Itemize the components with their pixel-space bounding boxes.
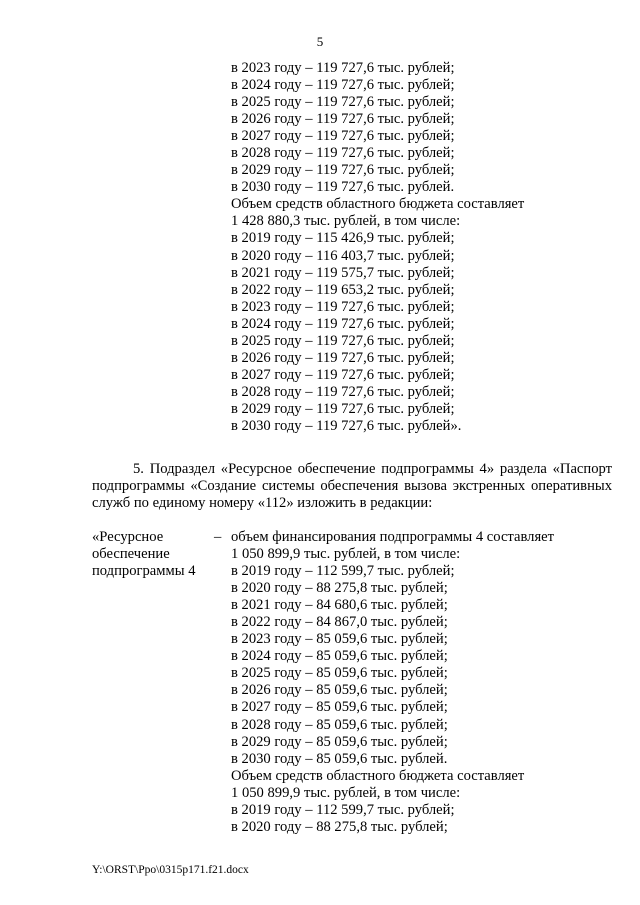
funding-line: в 2030 году – 119 727,6 тыс. рублей.: [231, 179, 455, 196]
funding-line: в 2020 году – 88 275,8 тыс. рублей;: [231, 580, 448, 597]
funding-line: в 2026 году – 85 059,6 тыс. рублей;: [231, 682, 448, 699]
label-line: «Ресурсное: [92, 529, 164, 545]
funding-line: в 2020 году – 116 403,7 тыс. рублей;: [231, 247, 455, 264]
funding-line: в 2028 году – 119 727,6 тыс. рублей;: [231, 383, 455, 400]
funding-line: Объем средств областного бюджета составляет: [231, 196, 525, 213]
funding-line: в 2021 году – 119 575,7 тыс. рублей;: [231, 264, 455, 281]
label-line: подпрограммы 4: [92, 563, 196, 579]
funding-line: в 2024 году – 85 059,6 тыс. рублей;: [231, 648, 448, 665]
funding-line: 1 050 899,9 тыс. рублей, в том числе:: [231, 546, 461, 563]
label-line: обеспечение: [92, 546, 170, 562]
funding-line: в 2026 году – 119 727,6 тыс. рублей;: [231, 349, 455, 366]
funding-line: в 2019 году – 112 599,7 тыс. рублей;: [231, 801, 455, 818]
funding-line: в 2023 году – 119 727,6 тыс. рублей;: [231, 298, 455, 315]
paragraph-5-text: 5. Подраздел «Ресурсное обеспечение подпрограммы 4» раздела «Паспорт подпрограммы «Создание системы обеспечения вызова экстренных оперативных служб по единому номеру «112» изложить в редакции:: [92, 461, 612, 512]
funding-line: в 2030 году – 119 727,6 тыс. рублей».: [231, 417, 462, 434]
funding-line: в 2030 году – 85 059,6 тыс. рублей.: [231, 750, 448, 767]
funding-line: в 2025 году – 119 727,6 тыс. рублей;: [231, 94, 455, 111]
funding-line: в 2028 году – 85 059,6 тыс. рублей;: [231, 716, 448, 733]
dash-separator: –: [214, 529, 222, 545]
funding-line: в 2021 году – 84 680,6 тыс. рублей;: [231, 597, 448, 614]
funding-line: Объем средств областного бюджета составляет: [231, 767, 525, 784]
funding-line: в 2029 году – 119 727,6 тыс. рублей;: [231, 400, 455, 417]
page-number: 5: [316, 34, 324, 49]
resource-label: [92, 529, 196, 580]
funding-line: в 2023 году – 119 727,6 тыс. рублей;: [231, 60, 455, 76]
funding-line: в 2026 году – 119 727,6 тыс. рублей;: [231, 111, 455, 128]
funding-line: в 2029 году – 85 059,6 тыс. рублей;: [231, 733, 448, 750]
funding-line: 1 050 899,9 тыс. рублей, в том числе:: [231, 784, 461, 801]
funding-line: объем финансирования подпрограммы 4 составляет: [231, 529, 555, 545]
funding-line: в 2023 году – 85 059,6 тыс. рублей;: [231, 631, 448, 648]
funding-line: в 2019 году – 112 599,7 тыс. рублей;: [231, 563, 455, 580]
funding-line: в 2025 году – 85 059,6 тыс. рублей;: [231, 665, 448, 682]
funding-list-continued: [231, 60, 524, 435]
funding-line: в 2022 году – 84 867,0 тыс. рублей;: [231, 614, 448, 631]
funding-line: в 2028 году – 119 727,6 тыс. рублей;: [231, 145, 455, 162]
funding-line: в 2022 году – 119 653,2 тыс. рублей;: [231, 281, 455, 298]
funding-line: в 2027 году – 119 727,6 тыс. рублей;: [231, 128, 455, 145]
footer-file-path: Y:\ORST\Ppo\0315p171.f21.docx: [92, 864, 249, 876]
funding-line: в 2024 году – 119 727,6 тыс. рублей;: [231, 77, 455, 94]
funding-line: 1 428 880,3 тыс. рублей, в том числе:: [231, 213, 461, 230]
funding-line: в 2025 году – 119 727,6 тыс. рублей;: [231, 332, 455, 349]
funding-list-subprogram-4: [231, 529, 554, 836]
funding-line: в 2027 году – 85 059,6 тыс. рублей;: [231, 699, 448, 716]
funding-line: в 2019 году – 115 426,9 тыс. рублей;: [231, 230, 455, 247]
paragraph-5: [92, 461, 612, 513]
funding-line: в 2027 году – 119 727,6 тыс. рублей;: [231, 366, 455, 383]
funding-line: в 2024 году – 119 727,6 тыс. рублей;: [231, 315, 455, 332]
funding-line: в 2029 году – 119 727,6 тыс. рублей;: [231, 162, 455, 179]
funding-line: в 2020 году – 88 275,8 тыс. рублей;: [231, 818, 448, 835]
